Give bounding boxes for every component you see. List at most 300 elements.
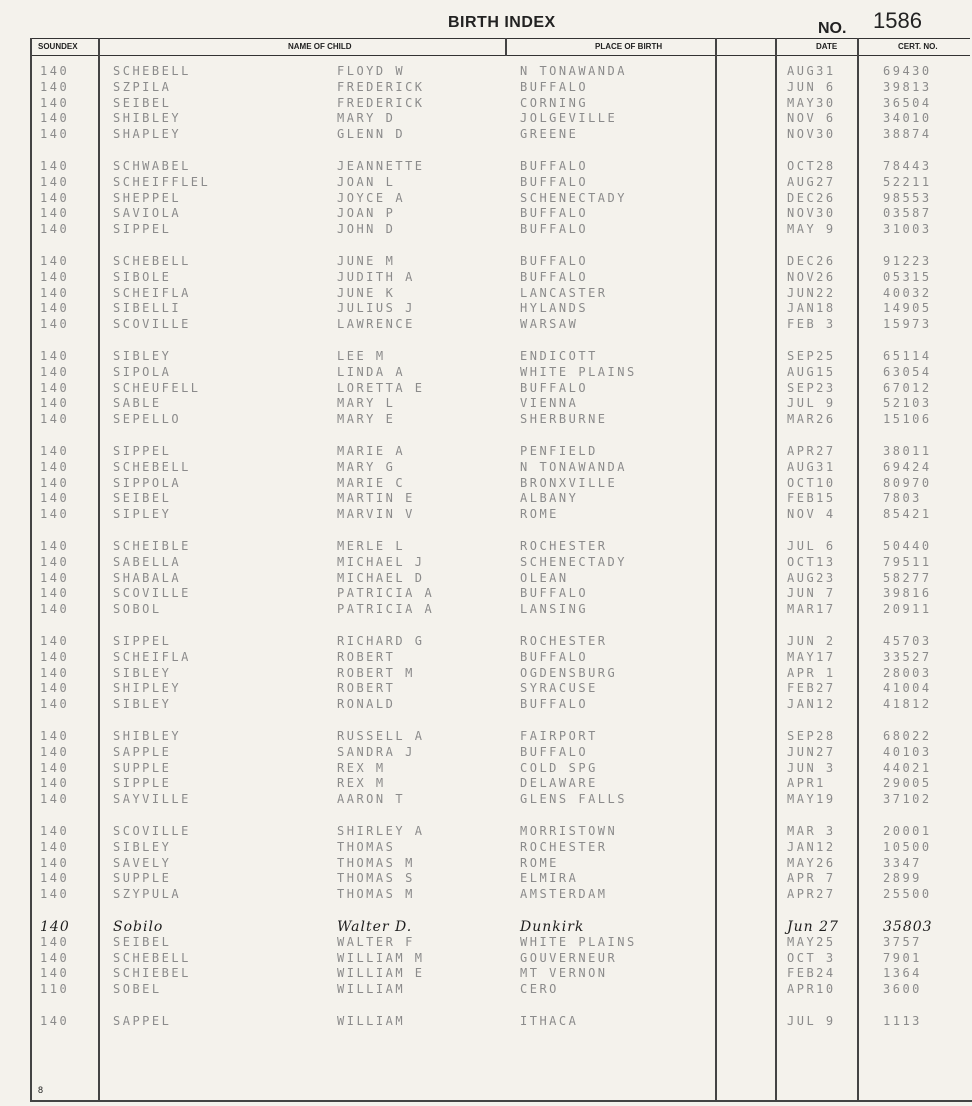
place-of-birth: GOUVERNEUR xyxy=(520,950,618,965)
given-name: JOYCE A xyxy=(337,190,406,205)
place-of-birth: BUFFALO xyxy=(520,206,589,221)
certificate-number: 45703 xyxy=(883,634,932,648)
surname: SABELLA xyxy=(113,554,182,569)
given-name: MARY E xyxy=(337,412,396,427)
place-of-birth: ROME xyxy=(520,507,559,522)
given-name: Walter D. xyxy=(337,919,413,935)
surname: SCHEBELL xyxy=(113,459,191,474)
certificate-number: 52211 xyxy=(883,174,932,189)
soundex-code: 140 xyxy=(40,871,70,886)
index-row xyxy=(0,111,972,127)
certificate-number: 15106 xyxy=(883,412,932,427)
place-of-birth: ALBANY xyxy=(520,491,579,506)
birth-date: FEB24 xyxy=(787,966,836,981)
certificate-number: 31003 xyxy=(883,222,932,237)
surname: Sobilo xyxy=(113,919,164,935)
soundex-code: 140 xyxy=(40,855,70,870)
index-row xyxy=(0,539,972,555)
index-row xyxy=(0,650,972,666)
index-row xyxy=(0,887,972,903)
soundex-code: 140 xyxy=(40,649,70,664)
certificate-number: 03587 xyxy=(883,206,932,221)
given-name: LORETTA E xyxy=(337,380,425,395)
soundex-code: 140 xyxy=(40,159,70,173)
certificate-number: 7901 xyxy=(883,950,922,965)
certificate-number: 78443 xyxy=(883,159,932,173)
birth-date: APR10 xyxy=(787,982,836,997)
soundex-code: 140 xyxy=(40,887,70,902)
given-name: LEE M xyxy=(337,349,386,363)
surname: SCHEIFLA xyxy=(113,649,191,664)
birth-date: APR 7 xyxy=(787,871,836,886)
surname: SAYVILLE xyxy=(113,792,191,807)
soundex-code: 140 xyxy=(40,681,70,696)
index-row xyxy=(0,919,972,935)
cert-header: CERT. NO. xyxy=(898,42,938,51)
surname: SCOVILLE xyxy=(113,824,191,838)
index-row xyxy=(0,96,972,112)
certificate-number: 36504 xyxy=(883,95,932,110)
index-row xyxy=(0,681,972,697)
place-of-birth: LANCASTER xyxy=(520,285,608,300)
surname: SIPPOLA xyxy=(113,475,182,490)
given-name: REX M xyxy=(337,760,386,775)
given-name: FREDERICK xyxy=(337,95,425,110)
soundex-code: 140 xyxy=(40,95,70,110)
certificate-number: 10500 xyxy=(883,839,932,854)
soundex-code: 140 xyxy=(40,776,70,791)
surname: SCHEIFFLEL xyxy=(113,174,211,189)
given-name: FREDERICK xyxy=(337,79,425,94)
surname: SAPPLE xyxy=(113,744,172,759)
certificate-number: 63054 xyxy=(883,364,932,379)
birth-date: FEB27 xyxy=(787,681,836,696)
certificate-number: 67012 xyxy=(883,380,932,395)
certificate-number: 91223 xyxy=(883,254,932,268)
birth-date: JAN12 xyxy=(787,697,836,712)
given-name: MICHAEL J xyxy=(337,554,425,569)
surname: SOBOL xyxy=(113,602,162,617)
soundex-code: 140 xyxy=(40,64,70,78)
place-of-birth: MT VERNON xyxy=(520,966,608,981)
place-of-birth: ROME xyxy=(520,855,559,870)
place-of-birth: OLEAN xyxy=(520,570,569,585)
certificate-number: 3757 xyxy=(883,934,922,949)
index-row xyxy=(0,349,972,365)
birth-date: NOV30 xyxy=(787,127,836,142)
place-of-birth: BUFFALO xyxy=(520,380,589,395)
place-of-birth: JOLGEVILLE xyxy=(520,111,618,126)
soundex-code: 140 xyxy=(40,839,70,854)
place-of-birth: BUFFALO xyxy=(520,79,589,94)
index-row xyxy=(0,856,972,872)
surname: SEIBEL xyxy=(113,934,172,949)
soundex-code: 140 xyxy=(40,602,70,617)
soundex-code: 140 xyxy=(40,396,70,411)
place-of-birth: FAIRPORT xyxy=(520,729,598,743)
index-row xyxy=(0,286,972,302)
given-name: REX M xyxy=(337,776,386,791)
index-row xyxy=(0,555,972,571)
index-row xyxy=(0,1014,972,1030)
surname: SIBLEY xyxy=(113,349,172,363)
birth-date: JUN 2 xyxy=(787,634,836,648)
given-name: LAWRENCE xyxy=(337,317,415,332)
surname: SZYPULA xyxy=(113,887,182,902)
index-row xyxy=(0,729,972,745)
surname: SIPPEL xyxy=(113,634,172,648)
place-of-birth: WHITE PLAINS xyxy=(520,364,637,379)
surname: SCHIEBEL xyxy=(113,966,191,981)
surname: SCHEBELL xyxy=(113,64,191,78)
birth-date: MAY25 xyxy=(787,934,836,949)
place-of-birth: OGDENSBURG xyxy=(520,665,618,680)
certificate-number: 1113 xyxy=(883,1014,922,1028)
index-row xyxy=(0,127,972,143)
surname: SHIPLEY xyxy=(113,681,182,696)
surname: SCHEIBLE xyxy=(113,539,191,553)
birth-date: JUN22 xyxy=(787,285,836,300)
given-name: JOHN D xyxy=(337,222,396,237)
index-row xyxy=(0,745,972,761)
place-of-birth: BUFFALO xyxy=(520,269,589,284)
place-of-birth: GLENS FALLS xyxy=(520,792,627,807)
place-of-birth: BRONXVILLE xyxy=(520,475,618,490)
certificate-number: 41004 xyxy=(883,681,932,696)
soundex-code: 140 xyxy=(40,475,70,490)
soundex-code: 140 xyxy=(40,301,70,316)
certificate-number: 14905 xyxy=(883,301,932,316)
birth-date: SEP25 xyxy=(787,349,836,363)
birth-date: OCT13 xyxy=(787,554,836,569)
soundex-code: 140 xyxy=(40,966,70,981)
index-row xyxy=(0,824,972,840)
surname: SIBOLE xyxy=(113,269,172,284)
place-of-birth: DELAWARE xyxy=(520,776,598,791)
certificate-number: 7803 xyxy=(883,491,922,506)
given-name: PATRICIA A xyxy=(337,586,435,601)
name-header: NAME OF CHILD xyxy=(288,42,352,51)
given-name: FLOYD W xyxy=(337,64,406,78)
place-of-birth: LANSING xyxy=(520,602,589,617)
given-name: MARVIN V xyxy=(337,507,415,522)
place-of-birth: WARSAW xyxy=(520,317,579,332)
given-name: AARON T xyxy=(337,792,406,807)
index-row xyxy=(0,222,972,238)
index-row xyxy=(0,586,972,602)
soundex-code: 140 xyxy=(40,459,70,474)
place-of-birth: ELMIRA xyxy=(520,871,579,886)
place-of-birth: BUFFALO xyxy=(520,744,589,759)
place-of-birth: PENFIELD xyxy=(520,444,598,458)
surname: SCHWABEL xyxy=(113,159,191,173)
place-of-birth: ROCHESTER xyxy=(520,839,608,854)
certificate-number: 50440 xyxy=(883,539,932,553)
birth-date: MAR17 xyxy=(787,602,836,617)
certificate-number: 15973 xyxy=(883,317,932,332)
surname: SZPILA xyxy=(113,79,172,94)
soundex-code: 140 xyxy=(40,697,70,712)
surname: SCHEBELL xyxy=(113,950,191,965)
given-name: ROBERT M xyxy=(337,665,415,680)
birth-date: JUN 6 xyxy=(787,79,836,94)
given-name: SANDRA J xyxy=(337,744,415,759)
given-name: GLENN D xyxy=(337,127,406,142)
birth-date: AUG15 xyxy=(787,364,836,379)
surname: SCHEIFLA xyxy=(113,285,191,300)
soundex-code: 140 xyxy=(40,269,70,284)
birth-date: SEP28 xyxy=(787,729,836,743)
index-row xyxy=(0,381,972,397)
soundex-code: 140 xyxy=(40,507,70,522)
surname: SHABALA xyxy=(113,570,182,585)
birth-date: JAN18 xyxy=(787,301,836,316)
certificate-number: 58277 xyxy=(883,570,932,585)
index-row xyxy=(0,159,972,175)
index-row xyxy=(0,317,972,333)
given-name: MARY L xyxy=(337,396,396,411)
birth-date: MAY17 xyxy=(787,649,836,664)
soundex-code: 140 xyxy=(40,491,70,506)
place-of-birth: BUFFALO xyxy=(520,254,589,268)
certificate-number: 40032 xyxy=(883,285,932,300)
surname: SIBLEY xyxy=(113,665,172,680)
given-name: THOMAS M xyxy=(337,887,415,902)
certificate-number: 37102 xyxy=(883,792,932,807)
place-of-birth: ROCHESTER xyxy=(520,634,608,648)
place-of-birth: ENDICOTT xyxy=(520,349,598,363)
surname: SCOVILLE xyxy=(113,586,191,601)
given-name: MERLE L xyxy=(337,539,406,553)
birth-date: MAY 9 xyxy=(787,222,836,237)
given-name: MARY G xyxy=(337,459,396,474)
given-name: WILLIAM xyxy=(337,1014,406,1028)
birth-date: AUG31 xyxy=(787,459,836,474)
certificate-number: 33527 xyxy=(883,649,932,664)
surname: SHEPPEL xyxy=(113,190,182,205)
soundex-code: 140 xyxy=(40,1014,70,1028)
index-row xyxy=(0,460,972,476)
soundex-code: 140 xyxy=(40,760,70,775)
place-of-birth: BUFFALO xyxy=(520,159,589,173)
birth-date: DEC26 xyxy=(787,190,836,205)
birth-date: APR27 xyxy=(787,444,836,458)
place-of-birth: N TONAWANDA xyxy=(520,459,627,474)
birth-date: OCT10 xyxy=(787,475,836,490)
birth-date: JUN 3 xyxy=(787,760,836,775)
given-name: JOAN P xyxy=(337,206,396,221)
index-row xyxy=(0,175,972,191)
index-row xyxy=(0,80,972,96)
place-of-birth: SCHENECTADY xyxy=(520,554,627,569)
birth-date: JUN27 xyxy=(787,744,836,759)
given-name: RICHARD G xyxy=(337,634,425,648)
certificate-number: 28003 xyxy=(883,665,932,680)
birth-date: APR1 xyxy=(787,776,826,791)
given-name: WALTER F xyxy=(337,934,415,949)
certificate-number: 85421 xyxy=(883,507,932,522)
birth-date: APR 1 xyxy=(787,665,836,680)
place-of-birth: VIENNA xyxy=(520,396,579,411)
soundex-code: 140 xyxy=(40,285,70,300)
index-row xyxy=(0,951,972,967)
given-name: MARY D xyxy=(337,111,396,126)
birth-date: OCT28 xyxy=(787,159,836,173)
bottom-rule xyxy=(30,1100,972,1102)
place-of-birth: AMSTERDAM xyxy=(520,887,608,902)
certificate-number: 41812 xyxy=(883,697,932,712)
certificate-number: 3347 xyxy=(883,855,922,870)
certificate-number: 25500 xyxy=(883,887,932,902)
birth-date: AUG31 xyxy=(787,64,836,78)
certificate-number: 38011 xyxy=(883,444,932,458)
certificate-number: 05315 xyxy=(883,269,932,284)
certificate-number: 98553 xyxy=(883,190,932,205)
index-row xyxy=(0,365,972,381)
birth-date: MAY30 xyxy=(787,95,836,110)
certificate-number: 68022 xyxy=(883,729,932,743)
given-name: PATRICIA A xyxy=(337,602,435,617)
certificate-number: 29005 xyxy=(883,776,932,791)
given-name: RONALD xyxy=(337,697,396,712)
number-label: NO. xyxy=(818,20,847,37)
place-of-birth: CORNING xyxy=(520,95,589,110)
surname: SEPELLO xyxy=(113,412,182,427)
given-name: JOAN L xyxy=(337,174,396,189)
soundex-code: 140 xyxy=(40,254,70,268)
place-of-birth: BUFFALO xyxy=(520,586,589,601)
place-of-birth: BUFFALO xyxy=(520,222,589,237)
place-of-birth: N TONAWANDA xyxy=(520,64,627,78)
birth-date: NOV 6 xyxy=(787,111,836,126)
surname: SIPLEY xyxy=(113,507,172,522)
soundex-code: 140 xyxy=(40,665,70,680)
soundex-code: 140 xyxy=(40,317,70,332)
soundex-code: 140 xyxy=(40,570,70,585)
soundex-code: 140 xyxy=(40,824,70,838)
place-of-birth: MORRISTOWN xyxy=(520,824,618,838)
surname: SHIBLEY xyxy=(113,111,182,126)
soundex-code: 140 xyxy=(40,919,70,935)
footer-mark: 8 xyxy=(38,1085,44,1095)
index-row xyxy=(0,982,972,998)
index-row xyxy=(0,602,972,618)
index-row xyxy=(0,396,972,412)
certificate-number: 69430 xyxy=(883,64,932,78)
soundex-code: 140 xyxy=(40,364,70,379)
soundex-code: 140 xyxy=(40,444,70,458)
certificate-number: 35803 xyxy=(883,919,933,935)
birth-date: MAR 3 xyxy=(787,824,836,838)
surname: SEIBEL xyxy=(113,491,172,506)
certificate-number: 38874 xyxy=(883,127,932,142)
place-of-birth: SHERBURNE xyxy=(520,412,608,427)
birth-date: NOV 4 xyxy=(787,507,836,522)
soundex-code: 140 xyxy=(40,729,70,743)
given-name: MICHAEL D xyxy=(337,570,425,585)
certificate-number: 20911 xyxy=(883,602,932,617)
surname: SHIBLEY xyxy=(113,729,182,743)
index-row xyxy=(0,840,972,856)
index-row xyxy=(0,64,972,80)
surname: SIBLEY xyxy=(113,697,172,712)
soundex-code: 140 xyxy=(40,174,70,189)
soundex-code: 140 xyxy=(40,634,70,648)
name-place-divider xyxy=(505,38,507,56)
index-row xyxy=(0,761,972,777)
birth-date: MAY19 xyxy=(787,792,836,807)
soundex-code: 140 xyxy=(40,554,70,569)
given-name: JUDITH A xyxy=(337,269,415,284)
surname: SUPPLE xyxy=(113,871,172,886)
index-row xyxy=(0,697,972,713)
birth-date: AUG27 xyxy=(787,174,836,189)
birth-date: FEB15 xyxy=(787,491,836,506)
surname: SIBELLI xyxy=(113,301,182,316)
index-row xyxy=(0,871,972,887)
birth-date: MAY26 xyxy=(787,855,836,870)
soundex-code: 140 xyxy=(40,127,70,142)
soundex-code: 110 xyxy=(40,982,70,997)
index-row xyxy=(0,444,972,460)
soundex-code: 140 xyxy=(40,744,70,759)
index-row xyxy=(0,491,972,507)
certificate-number: 69424 xyxy=(883,459,932,474)
index-row xyxy=(0,571,972,587)
index-row xyxy=(0,206,972,222)
given-name: JEANNETTE xyxy=(337,159,425,173)
soundex-code: 140 xyxy=(40,111,70,126)
certificate-number: 3600 xyxy=(883,982,922,997)
given-name: JUNE K xyxy=(337,285,396,300)
index-row xyxy=(0,776,972,792)
certificate-number: 65114 xyxy=(883,349,932,363)
place-of-birth: GREENE xyxy=(520,127,579,142)
birth-date: NOV30 xyxy=(787,206,836,221)
surname: SUPPLE xyxy=(113,760,172,775)
given-name: ROBERT xyxy=(337,649,396,664)
soundex-code: 140 xyxy=(40,206,70,221)
index-row xyxy=(0,666,972,682)
birth-date: DEC26 xyxy=(787,254,836,268)
surname: SAPPEL xyxy=(113,1014,172,1028)
birth-date: FEB 3 xyxy=(787,317,836,332)
soundex-code: 140 xyxy=(40,380,70,395)
given-name: THOMAS M xyxy=(337,855,415,870)
surname: SIBLEY xyxy=(113,839,172,854)
index-row xyxy=(0,191,972,207)
given-name: WILLIAM M xyxy=(337,950,425,965)
certificate-number: 40103 xyxy=(883,744,932,759)
soundex-code: 140 xyxy=(40,190,70,205)
index-row xyxy=(0,507,972,523)
birth-date: MAR26 xyxy=(787,412,836,427)
surname: SEIBEL xyxy=(113,95,172,110)
soundex-header: SOUNDEX xyxy=(38,42,78,51)
certificate-number: 39816 xyxy=(883,586,932,601)
certificate-number: 2899 xyxy=(883,871,922,886)
column-header-row xyxy=(30,38,970,56)
certificate-number: 44021 xyxy=(883,760,932,775)
given-name: LINDA A xyxy=(337,364,406,379)
given-name: WILLIAM xyxy=(337,982,406,997)
given-name: RUSSELL A xyxy=(337,729,425,743)
place-of-birth: CERO xyxy=(520,982,559,997)
soundex-code: 140 xyxy=(40,539,70,553)
soundex-code: 140 xyxy=(40,950,70,965)
soundex-code: 140 xyxy=(40,222,70,237)
page-number: 1586 xyxy=(873,8,922,33)
